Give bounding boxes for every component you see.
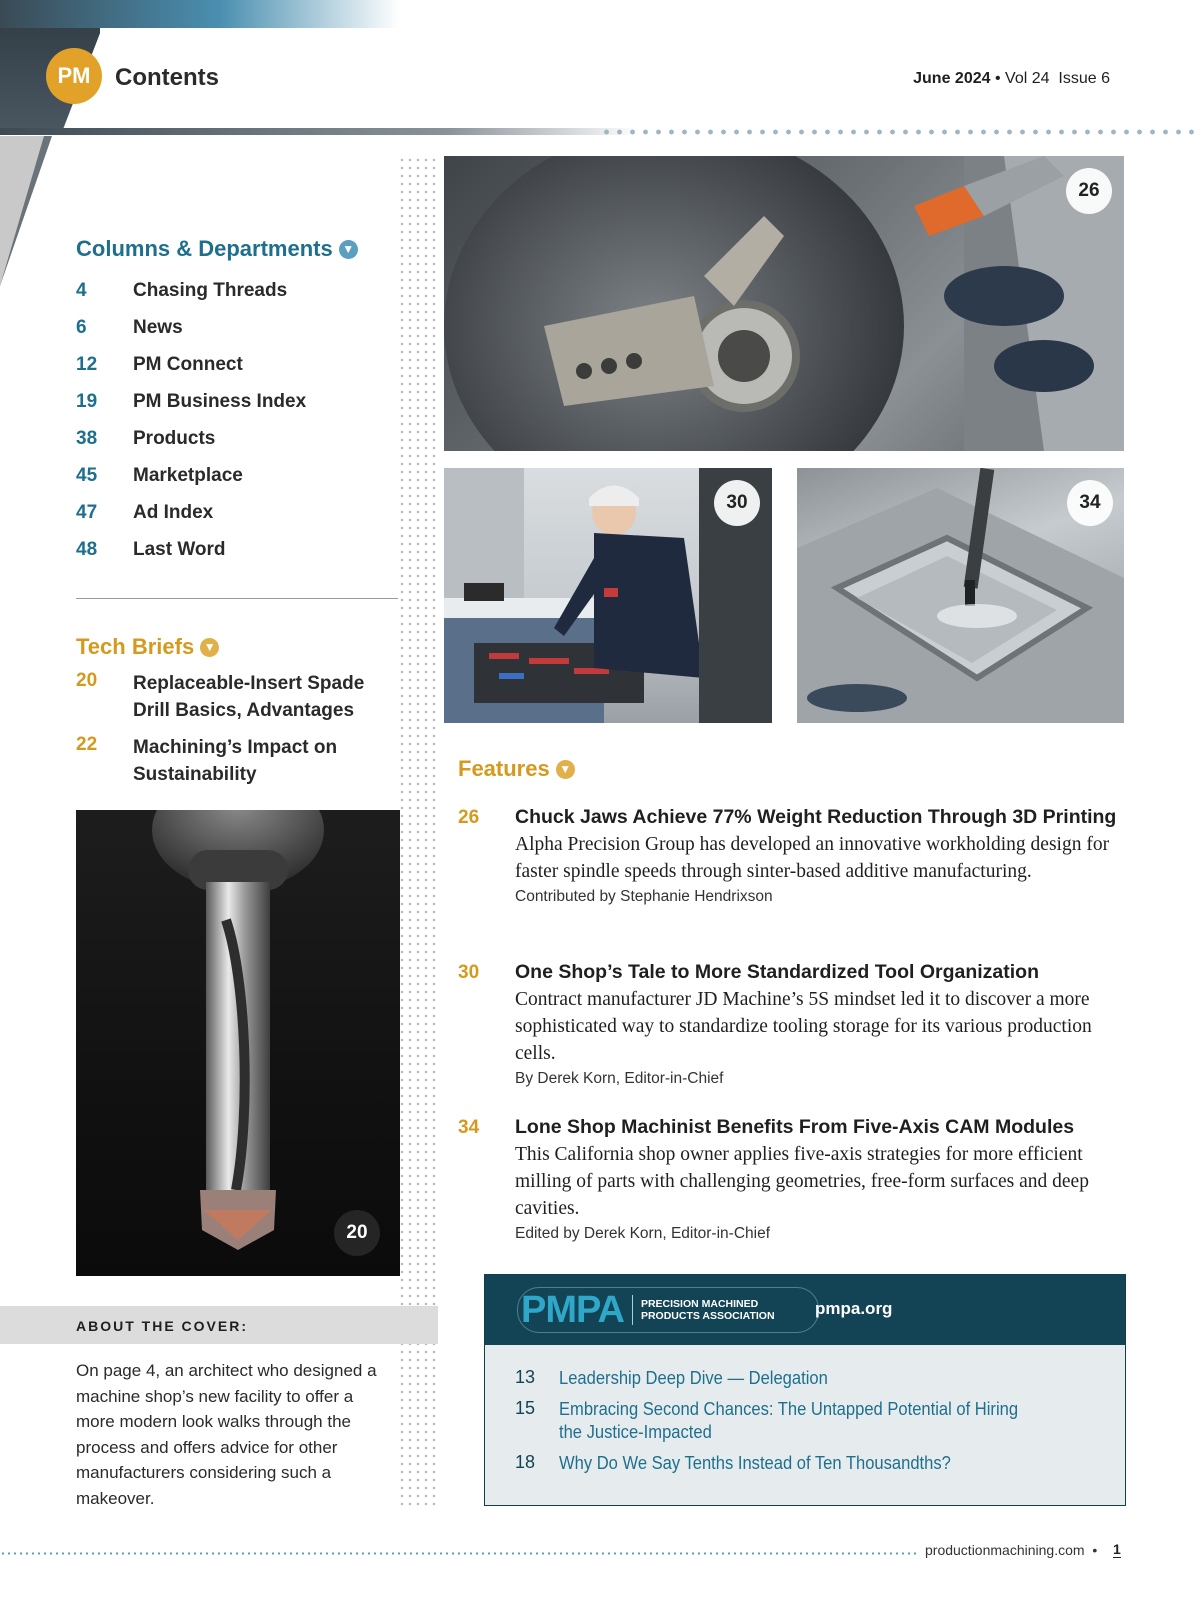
header-gradient-band — [0, 0, 400, 28]
pmpa-box — [484, 1274, 1126, 1506]
features-heading — [458, 756, 575, 782]
item-label: Chasing Threads — [133, 279, 288, 301]
pmpa-url-link[interactable]: pmpa.org — [815, 1299, 893, 1318]
tech-briefs-heading-text: Tech Briefs — [76, 634, 195, 659]
item-label: Machining’s Impact on Sustainability — [133, 737, 338, 785]
item-label: Embracing Second Chances: The Untapped Potential of Hiring the Justice-Impacted — [559, 1399, 1019, 1442]
page-number: 15 — [515, 1398, 536, 1418]
list-item[interactable] — [76, 346, 396, 383]
list-item[interactable] — [76, 309, 396, 346]
page-number: 20 — [76, 670, 98, 691]
footer-dotted-rule — [0, 1552, 918, 1555]
feature-title: Lone Shop Machinist Benefits From Five-Axis CAM Modules — [515, 1116, 1075, 1138]
page-number: 4 — [76, 279, 87, 301]
page-number: 34 — [458, 1117, 480, 1138]
issue-volume: Vol 24 — [1005, 70, 1050, 87]
features-heading-text: Features — [458, 756, 550, 781]
list-item[interactable] — [76, 494, 396, 531]
page-number: 13 — [515, 1367, 536, 1387]
list-item[interactable] — [76, 420, 396, 457]
page-number: 12 — [76, 353, 98, 375]
page-number-footer: 1 — [1113, 1541, 1121, 1557]
item-label: PM Business Index — [133, 390, 307, 412]
page-number: 6 — [76, 316, 87, 338]
page-number: 30 — [458, 962, 480, 983]
feature-byline: By Derek Korn, Editor-in-Chief — [515, 1070, 724, 1087]
item-label: PM Connect — [133, 353, 243, 375]
feature-title: Chuck Jaws Achieve 77% Weight Reduction Through 3D Printing — [515, 806, 1117, 828]
item-label: Marketplace — [133, 464, 243, 486]
chuck-jaws-illustration — [444, 156, 1124, 451]
list-item[interactable] — [76, 383, 396, 420]
footer-separator: • — [1092, 1542, 1098, 1558]
pmpa-list — [515, 1367, 1095, 1483]
item-label: Replaceable-Insert Spade Drill Basics, Advantages — [133, 673, 365, 721]
feature-description: Contract manufacturer JD Machine’s 5S mindset led it to discover a more sophisticated way to standardize tooling storage for its various production cells. — [515, 989, 1092, 1064]
side-slant-light — [0, 136, 44, 286]
pmpa-logo-divider — [632, 1295, 633, 1325]
pmpa-subtitle-line1: PRECISION MACHINED — [640, 1298, 759, 1310]
issue-info — [913, 70, 1110, 88]
page-number: 26 — [458, 807, 480, 828]
list-item[interactable] — [515, 1398, 1095, 1444]
issue-date: June 2024 — [913, 70, 991, 87]
page-number: 22 — [76, 734, 98, 755]
list-item[interactable] — [76, 734, 396, 788]
item-label: Leadership Deep Dive — Delegation — [559, 1368, 828, 1388]
page-badge: 26 — [1066, 168, 1112, 214]
tech-briefs-heading — [76, 634, 219, 660]
list-item[interactable] — [515, 1452, 1095, 1475]
list-item[interactable] — [515, 1367, 1095, 1390]
list-item[interactable] — [76, 531, 396, 568]
item-label: Last Word — [133, 538, 226, 560]
pmpa-logo-subtitle — [641, 1298, 775, 1322]
chuck-jaws-photo — [444, 156, 1124, 451]
departments-list — [76, 272, 396, 568]
pmpa-subtitle-line2: PRODUCTS ASSOCIATION — [640, 1310, 775, 1322]
item-label: Ad Index — [133, 501, 214, 523]
arrow-down-icon: ▼ — [556, 760, 575, 779]
item-label: Why Do We Say Tenths Instead of Ten Thousandths? — [559, 1453, 951, 1473]
list-item[interactable] — [76, 457, 396, 494]
spade-drill-illustration — [76, 810, 400, 1276]
footer-site-link[interactable]: productionmachining.com — [925, 1542, 1085, 1558]
issue-number: Issue 6 — [1058, 70, 1110, 87]
feature-description: This California shop owner applies five-axis strategies for more efficient milling of parts with challenging geometries, free-form surfaces and deep cavities. — [515, 1144, 1089, 1219]
pmpa-header — [485, 1275, 1125, 1345]
pm-logo: PM — [46, 48, 102, 104]
feature-item[interactable] — [458, 1114, 1128, 1246]
spade-drill-photo — [76, 810, 400, 1276]
feature-byline: Edited by Derek Korn, Editor-in-Chief — [515, 1225, 771, 1242]
page-number: 48 — [76, 538, 98, 560]
page-badge: 34 — [1067, 480, 1113, 526]
page-number: 19 — [76, 390, 98, 412]
arrow-down-icon: ▼ — [339, 240, 358, 259]
issue-separator: • — [994, 70, 1001, 87]
feature-title: One Shop’s Tale to More Standardized Tool Organization — [515, 961, 1040, 983]
page-badge: 30 — [714, 480, 760, 526]
five-axis-photo — [797, 468, 1124, 723]
tool-organization-photo — [444, 468, 772, 723]
columns-departments-heading — [76, 236, 358, 262]
about-cover-text: On page 4, an architect who designed a machine shop’s new facility to offer a more modern look walks through the process and offers advice for other manufacturers considering such a makeover. — [76, 1361, 377, 1508]
pmpa-logo — [521, 1289, 775, 1331]
page-number: 47 — [76, 501, 98, 523]
page-number: 38 — [76, 427, 98, 449]
feature-item[interactable] — [458, 804, 1128, 909]
list-item[interactable] — [76, 670, 396, 724]
feature-description: Alpha Precision Group has developed an innovative workholding design for faster spindle speeds through sinter-based additive manufacturing. — [515, 834, 1110, 882]
footer-site — [925, 1542, 1097, 1558]
item-label: News — [133, 316, 183, 338]
tech-briefs-list — [76, 670, 396, 798]
page-title: Contents — [115, 64, 219, 91]
about-cover-heading: ABOUT THE COVER: — [76, 1318, 248, 1334]
pmpa-logo-text: PMPA — [521, 1288, 624, 1331]
page-number: 18 — [515, 1452, 536, 1472]
header-rule — [0, 128, 640, 135]
column-dotted-divider — [398, 156, 438, 1506]
feature-byline: Contributed by Stephanie Hendrixson — [515, 888, 773, 905]
list-item[interactable] — [76, 272, 396, 309]
header-dotted-rule — [600, 128, 1200, 136]
page-badge: 20 — [334, 1210, 380, 1256]
section-divider — [76, 598, 398, 599]
item-label: Products — [133, 427, 216, 449]
page-number: 45 — [76, 464, 98, 486]
columns-departments-heading-text: Columns & Departments — [76, 236, 333, 261]
feature-item[interactable] — [458, 959, 1128, 1091]
arrow-down-icon: ▼ — [200, 638, 219, 657]
